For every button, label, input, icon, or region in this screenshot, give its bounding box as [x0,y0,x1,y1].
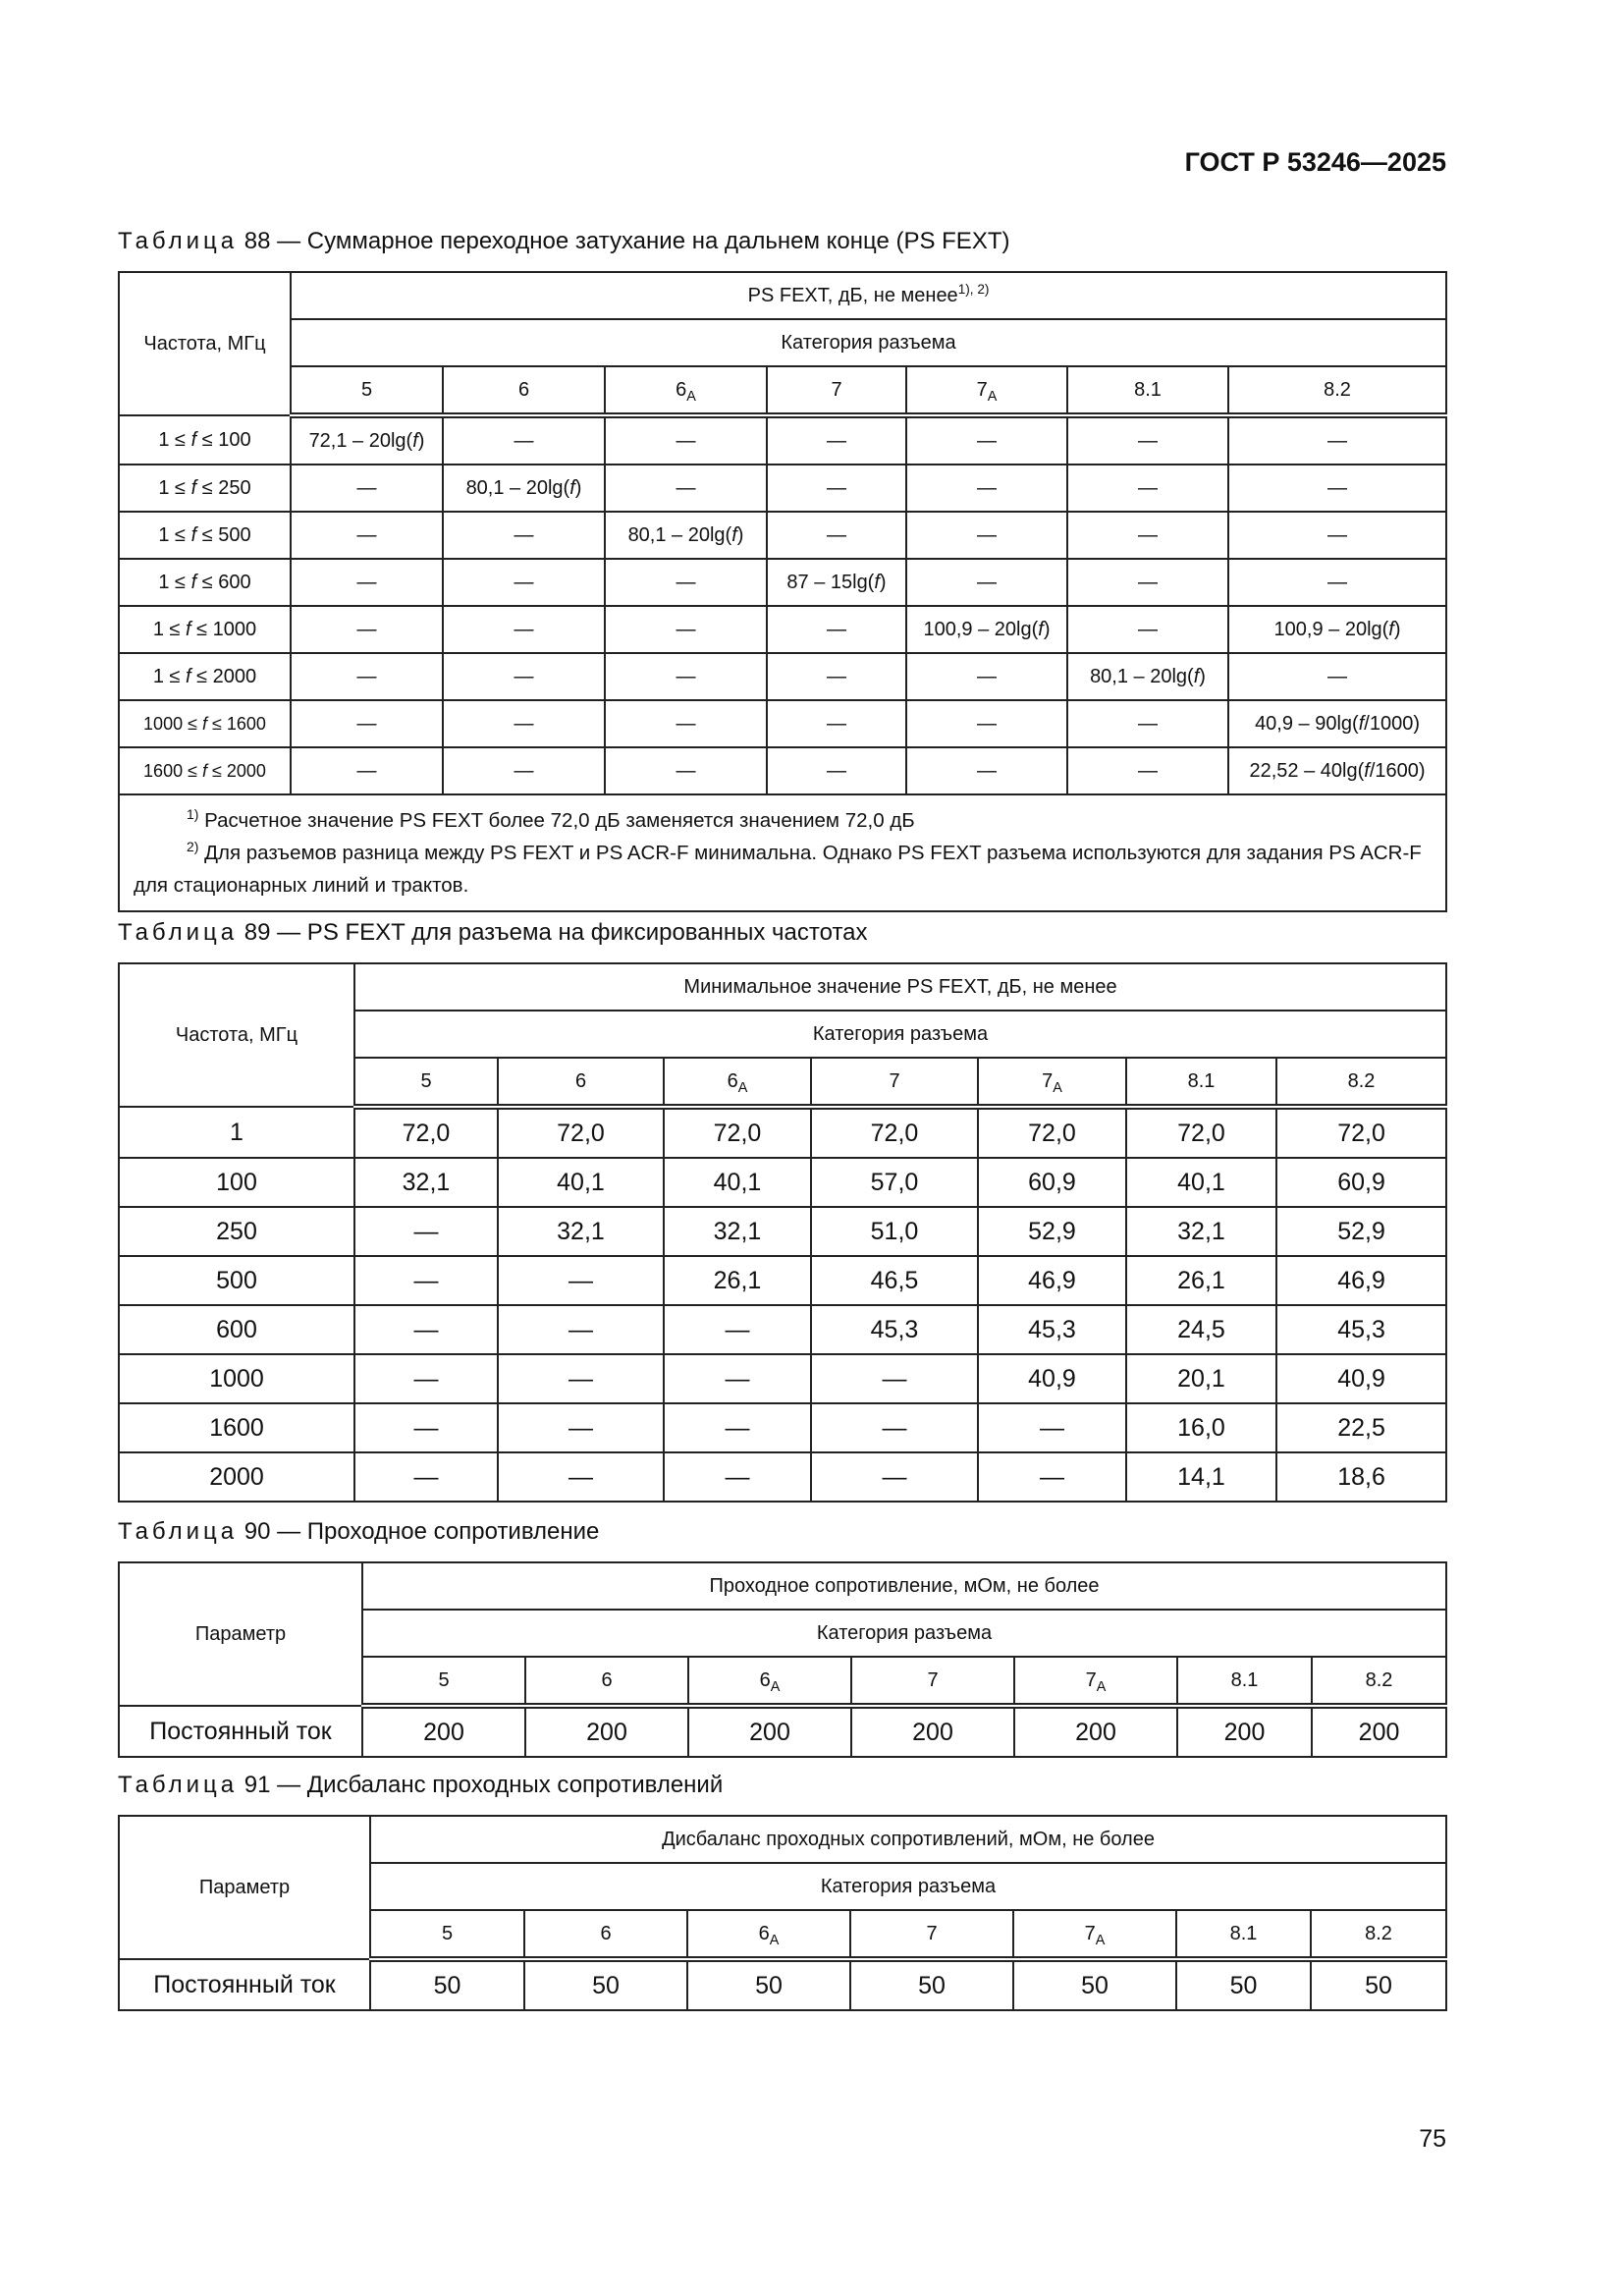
value-cell: 40,1 [664,1158,811,1207]
value-cell: 100,9 – 20lg(f) [1228,606,1446,653]
category-cell: 7 [811,1058,978,1107]
category-cell: $7_A$ [1014,1657,1177,1706]
frequency-cell: 1600 [119,1403,354,1452]
value-cell: — [1067,512,1228,559]
group-header: Проходное сопротивление, мОм, не более [362,1562,1446,1610]
value-cell: 50 [850,1959,1013,2010]
value-cell: — [1228,653,1446,700]
value-cell: 40,1 [1126,1158,1276,1207]
frequency-cell: 1 ≤ f ≤ 100 [119,415,291,465]
value-cell: 40,9 [1276,1354,1446,1403]
table-90 [118,1561,1447,1758]
category-row [119,366,1446,415]
value-cell: — [443,559,605,606]
table-row [119,747,1446,794]
value-cell: 50 [524,1959,687,2010]
table-row [119,1354,1446,1403]
value-cell: 45,3 [811,1305,978,1354]
value-cell: 46,5 [811,1256,978,1305]
value-cell: 80,1 – 20lg(f) [605,512,767,559]
value-cell: 72,0 [1126,1107,1276,1158]
value-cell: 80,1 – 20lg(f) [1067,653,1228,700]
value-cell: 72,0 [1276,1107,1446,1158]
table-row [119,1706,1446,1757]
value-cell: — [664,1403,811,1452]
value-cell: — [767,465,906,512]
frequency-cell: 500 [119,1256,354,1305]
value-cell: — [291,512,443,559]
category-cell: 8.1 [1067,366,1228,415]
value-cell: — [443,512,605,559]
value-cell: 50 [1311,1959,1446,2010]
value-cell: 22,5 [1276,1403,1446,1452]
value-cell: — [906,653,1067,700]
value-cell: — [291,700,443,747]
category-header: Категория разъема [354,1011,1446,1058]
category-cell: 8.2 [1228,366,1446,415]
category-cell: 7 [767,366,906,415]
value-cell: 40,9 [978,1354,1126,1403]
value-cell: — [1067,606,1228,653]
group-header: Минимальное значение PS FEXT, дБ, не менее [354,963,1446,1011]
category-cell: $6_A$ [664,1058,811,1107]
table-row [119,1305,1446,1354]
category-cell: 5 [362,1657,525,1706]
category-cell: 6 [498,1058,664,1107]
frequency-cell: 1 ≤ f ≤ 250 [119,465,291,512]
value-cell: 200 [1177,1706,1312,1757]
value-cell: — [1067,747,1228,794]
freq-header-label: Частота, МГц [175,1023,298,1046]
value-cell: — [906,512,1067,559]
value-cell: — [354,1305,498,1354]
category-cell: 8.2 [1312,1657,1446,1706]
category-cell: $6_A$ [687,1910,850,1959]
value-cell: 32,1 [1126,1207,1276,1256]
value-cell: 52,9 [1276,1207,1446,1256]
table-row [119,653,1446,700]
value-cell: — [354,1256,498,1305]
category-subscript: A [769,1932,780,1948]
caption-text: 91 — Дисбаланс проходных сопротивлений [238,1772,724,1798]
value-cell: — [354,1354,498,1403]
value-cell: 72,0 [354,1107,498,1158]
value-cell: — [906,700,1067,747]
freq-header-label: Частота, МГц [143,332,266,355]
value-cell: — [498,1403,664,1452]
document-id: ГОСТ Р 53246—2025 [1184,147,1446,177]
value-cell: — [605,559,767,606]
table-91 [118,1815,1447,2011]
value-cell: 72,1 – 20lg(f) [291,415,443,465]
value-cell: 60,9 [978,1158,1126,1207]
category-cell: $6_A$ [605,366,767,415]
value-cell: 50 [687,1959,850,2010]
value-cell: — [443,747,605,794]
value-cell: 200 [1312,1706,1446,1757]
value-cell: — [767,512,906,559]
category-cell: 6 [525,1657,688,1706]
table-88-notes [119,794,1446,911]
value-cell: — [605,653,767,700]
value-cell: — [1228,415,1446,465]
category-cell: 5 [354,1058,498,1107]
value-cell: 200 [851,1706,1014,1757]
table-89-caption [118,919,868,947]
value-cell: 50 [370,1959,524,2010]
frequency-cell: 100 [119,1158,354,1207]
value-cell: 72,0 [664,1107,811,1158]
category-cell: 8.2 [1311,1910,1446,1959]
table-89-body [119,1107,1446,1502]
value-cell: — [1067,415,1228,465]
value-cell: 50 [1176,1959,1311,2010]
value-cell: — [354,1403,498,1452]
value-cell: 51,0 [811,1207,978,1256]
value-cell: 72,0 [978,1107,1126,1158]
note-1-mark: 1) [187,806,199,823]
value-cell: — [811,1354,978,1403]
frequency-cell: 1600 ≤ f ≤ 2000 [119,747,291,794]
group-header: Дисбаланс проходных сопротивлений, мОм, не более [370,1816,1446,1863]
value-cell: — [664,1452,811,1502]
freq-header [119,963,354,1107]
value-cell: 46,9 [1276,1256,1446,1305]
value-cell: — [354,1207,498,1256]
table-row [119,1107,1446,1158]
category-subscript: A [987,388,998,405]
value-cell: — [1228,512,1446,559]
value-cell: — [767,653,906,700]
category-cell: $7_A$ [906,366,1067,415]
value-cell: 72,0 [498,1107,664,1158]
group-header-label: PS FEXT, дБ, не менее [747,284,958,306]
value-cell: 26,1 [664,1256,811,1305]
value-cell: 20,1 [1126,1354,1276,1403]
table-row [119,700,1446,747]
frequency-cell: 2000 [119,1452,354,1502]
table-88-body [119,415,1446,794]
category-header: Категория разъема [370,1863,1446,1910]
category-subscript: A [770,1678,781,1695]
frequency-cell: 1 [119,1107,354,1158]
value-cell: — [978,1403,1126,1452]
note-2 [134,838,1432,901]
group-header [291,272,1446,319]
caption-prefix: Таблица [118,228,239,254]
value-cell: 200 [525,1706,688,1757]
value-cell: 16,0 [1126,1403,1276,1452]
value-cell: 50 [1013,1959,1176,2010]
category-subscript: A [686,388,696,405]
category-header: Категория разъема [291,319,1446,366]
frequency-cell: 1 ≤ f ≤ 500 [119,512,291,559]
category-cell: $7_A$ [1013,1910,1176,1959]
frequency-cell: 1 ≤ f ≤ 600 [119,559,291,606]
value-cell: 60,9 [1276,1158,1446,1207]
value-cell: — [767,415,906,465]
category-cell: $6_A$ [688,1657,851,1706]
table-row [119,1256,1446,1305]
value-cell: 100,9 – 20lg(f) [906,606,1067,653]
value-cell: 200 [1014,1706,1177,1757]
value-cell: — [1067,700,1228,747]
value-cell: — [605,700,767,747]
value-cell: — [498,1354,664,1403]
value-cell: — [1067,465,1228,512]
category-cell: $7_A$ [978,1058,1126,1107]
value-cell: 18,6 [1276,1452,1446,1502]
value-cell: — [1067,559,1228,606]
param-header: Параметр [119,1816,370,1959]
value-cell: 26,1 [1126,1256,1276,1305]
category-cell: 6 [443,366,605,415]
caption-prefix: Таблица [118,1772,239,1798]
value-cell: — [291,606,443,653]
caption-text: 90 — Проходное сопротивление [238,1518,600,1545]
category-cell: 5 [370,1910,524,1959]
value-cell: — [767,606,906,653]
caption-text: 88 — Суммарное переходное затухание на дальнем конце (PS FEXT) [238,228,1010,254]
table-88-caption [118,228,1009,255]
freq-header [119,272,291,415]
frequency-cell: 1000 ≤ f ≤ 1600 [119,700,291,747]
value-cell: 87 – 15lg(f) [767,559,906,606]
value-cell: — [443,653,605,700]
value-cell: — [906,747,1067,794]
value-cell: — [906,415,1067,465]
table-row [119,415,1446,465]
category-subscript: A [737,1079,748,1096]
param-header: Параметр [119,1562,362,1706]
value-cell: — [354,1452,498,1502]
table-91-caption [118,1772,723,1799]
value-cell: 57,0 [811,1158,978,1207]
value-cell: — [906,465,1067,512]
value-cell: — [291,465,443,512]
value-cell: — [605,747,767,794]
row-label: Постоянный ток [119,1959,370,2010]
value-cell: 45,3 [978,1305,1126,1354]
value-cell: — [906,559,1067,606]
value-cell: — [605,606,767,653]
frequency-cell: 1 ≤ f ≤ 1000 [119,606,291,653]
value-cell: 46,9 [978,1256,1126,1305]
category-cell: 5 [291,366,443,415]
value-cell: — [498,1452,664,1502]
value-cell: — [811,1403,978,1452]
category-subscript: A [1096,1678,1107,1695]
value-cell: — [767,747,906,794]
note-2-text: Для разъемов разница между PS FEXT и PS ACR-F минимальна. Однако PS FEXT разъема используются для задания PS ACR-F для стационарных линий и трактов. [134,842,1422,897]
group-header-footnote-mark: 1), 2) [957,282,990,298]
value-cell: 52,9 [978,1207,1126,1256]
value-cell: — [291,559,443,606]
frequency-cell: 250 [119,1207,354,1256]
value-cell: — [443,606,605,653]
page-number: 75 [1419,2125,1446,2153]
value-cell: 45,3 [1276,1305,1446,1354]
table-row [119,1207,1446,1256]
frequency-cell: 1 ≤ f ≤ 2000 [119,653,291,700]
category-cell: 7 [851,1657,1014,1706]
table-row [119,1452,1446,1502]
value-cell: — [498,1305,664,1354]
value-cell: — [291,747,443,794]
value-cell: — [664,1354,811,1403]
table-89 [118,962,1447,1503]
category-cell: 8.1 [1126,1058,1276,1107]
category-cell: 6 [524,1910,687,1959]
value-cell: 80,1 – 20lg(f) [443,465,605,512]
category-subscript: A [1095,1932,1106,1948]
value-cell: — [1228,465,1446,512]
value-cell: 200 [688,1706,851,1757]
value-cell: — [443,700,605,747]
note-1-text: Расчетное значение PS FEXT более 72,0 дБ заменяется значением 72,0 дБ [198,809,915,832]
frequency-cell: 1000 [119,1354,354,1403]
table-row [119,1403,1446,1452]
caption-text: 89 — PS FEXT для разъема на фиксированных частотах [238,919,868,946]
note-1 [134,805,1432,838]
value-cell: — [664,1305,811,1354]
value-cell: — [1228,559,1446,606]
value-cell: — [291,653,443,700]
value-cell: 32,1 [498,1207,664,1256]
value-cell: — [767,700,906,747]
value-cell: 32,1 [354,1158,498,1207]
table-row [119,1158,1446,1207]
category-subscript: A [1053,1079,1062,1096]
table-row [119,1959,1446,2010]
category-cell: 7 [850,1910,1013,1959]
table-row [119,559,1446,606]
value-cell: 40,9 – 90lg(f/1000) [1228,700,1446,747]
caption-prefix: Таблица [118,1518,239,1545]
value-cell: 72,0 [811,1107,978,1158]
note-2-mark: 2) [187,839,199,855]
caption-prefix: Таблица [118,919,239,946]
value-cell: — [605,465,767,512]
category-cell: 8.1 [1177,1657,1312,1706]
value-cell: — [978,1452,1126,1502]
table-90-caption [118,1518,599,1546]
category-cell: 8.1 [1176,1910,1311,1959]
category-header: Категория разъема [362,1610,1446,1657]
value-cell: — [498,1256,664,1305]
category-cell: 8.2 [1276,1058,1446,1107]
row-label: Постоянный ток [119,1706,362,1757]
value-cell: 22,52 – 40lg(f/1600) [1228,747,1446,794]
table-row [119,606,1446,653]
value-cell: 24,5 [1126,1305,1276,1354]
value-cell: 14,1 [1126,1452,1276,1502]
table-row [119,465,1446,512]
table-row [119,512,1446,559]
frequency-cell: 600 [119,1305,354,1354]
value-cell: 40,1 [498,1158,664,1207]
table-88 [118,271,1447,912]
value-cell: — [443,415,605,465]
value-cell: — [811,1452,978,1502]
value-cell: 32,1 [664,1207,811,1256]
value-cell: — [605,415,767,465]
value-cell: 200 [362,1706,525,1757]
